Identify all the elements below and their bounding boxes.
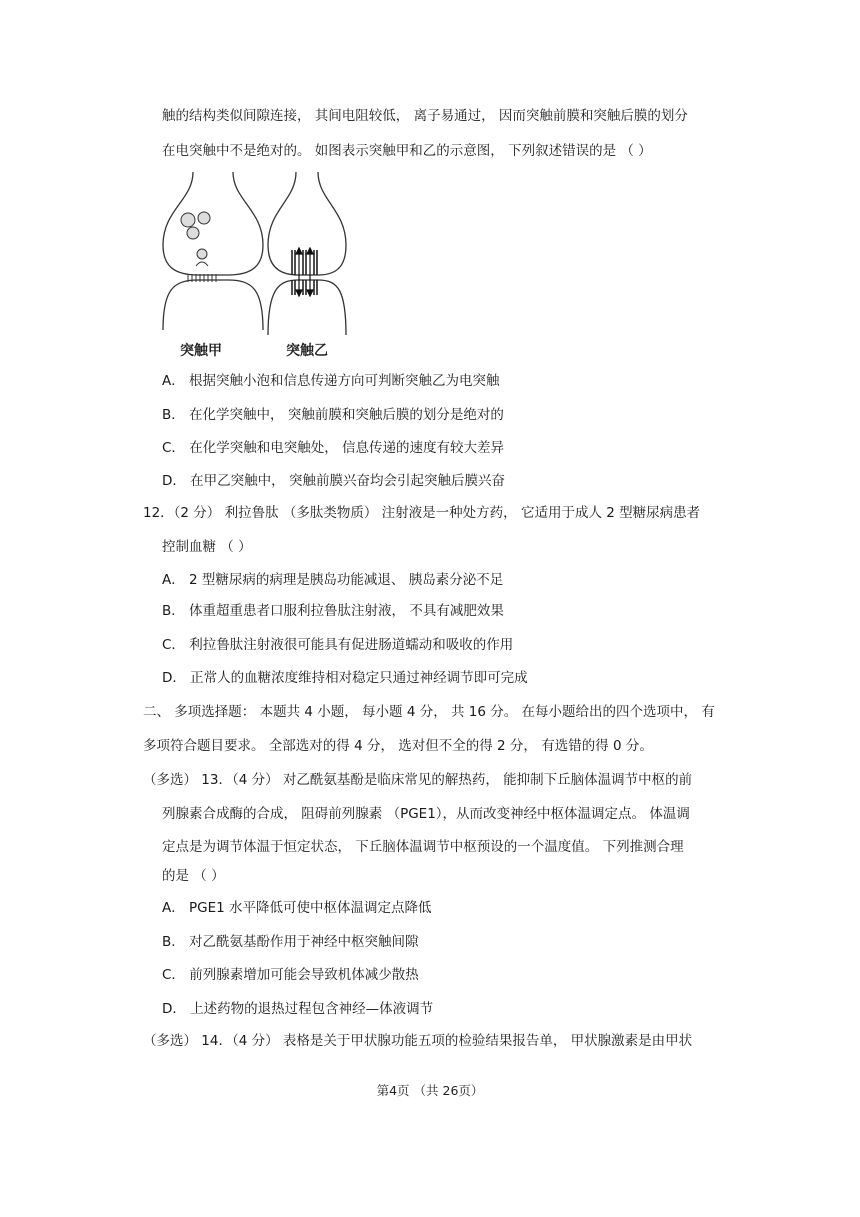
option-a: A． 2 型糖尿病的病理是胰岛功能减退、 胰岛素分泌不足 (162, 572, 504, 588)
option-b: B． 体重超重患者口服利拉鲁肽注射液， 不具有减肥效果 (162, 603, 504, 619)
question-14-stem: （多选） 14．（4 分） 表格是关于甲状腺功能五项的检验结果报告单， 甲状腺激素是由甲状 (143, 1033, 693, 1049)
question-13-stem-cont: 的是 （ ） (162, 868, 225, 884)
figure-label-yi: 突触乙 (286, 343, 328, 359)
figure-label-jia: 突触甲 (180, 343, 222, 359)
option-a: A． 根据突触小泡和信息传递方向可判断突触乙为电突触 (162, 373, 500, 389)
section-heading: 二、 多项选择题： 本题共 4 小题， 每小题 4 分， 共 16 分。 在每小题给出的四个选项中， 有 (143, 704, 715, 720)
presynaptic-membrane-right (268, 172, 346, 275)
option-b: B． 对乙酰氨基酚作用于神经中枢突触间隙 (162, 934, 419, 950)
option-c: C． 利拉鲁肽注射液很可能具有促进肠道蠕动和吸收的作用 (162, 637, 514, 653)
question-13-stem: （多选） 13．（4 分） 对乙酰氨基酚是临床常见的解热药， 能抑制下丘脑体温调节中枢的前 (143, 772, 693, 788)
presynaptic-membrane-left (163, 172, 263, 275)
option-d: D． 上述药物的退热过程包含神经—体液调节 (162, 1001, 434, 1017)
option-d: D． 正常人的血糖浓度维持相对稳定只通过神经调节即可完成 (162, 670, 528, 686)
synapse-figure (158, 170, 348, 365)
gap-junction-channels (292, 250, 317, 295)
text-line: 触的结构类似间隙连接， 其间电阻较低， 离子易通过， 因而突触前膜和突触后膜的划分 (162, 108, 688, 124)
synapse-diagram (158, 170, 348, 365)
question-12-stem-cont: 控制血糖 （ ） (162, 539, 252, 555)
text-line: 在电突触中不是绝对的。 如图表示突触甲和乙的示意图， 下列叙述错误的是 （ ） (162, 143, 652, 159)
receptor-marks (188, 262, 216, 282)
option-b: B． 在化学突触中， 突触前膜和突触后膜的划分是绝对的 (162, 407, 504, 423)
option-a: A． PGE1 水平降低可使中枢体温调定点降低 (162, 900, 432, 916)
page-number: 第4页 （共 26页） (376, 1083, 484, 1098)
section-instructions: 多项符合题目要求。 全部选对的得 4 分， 选对但不全的得 2 分， 有选错的得 0 分。 (143, 738, 653, 754)
bidirectional-arrows (296, 248, 313, 296)
question-13-stem-cont: 列腺素合成酶的合成， 阻碍前列腺素 （PGE1），从而改变神经中枢体温调定点。 体温调 (162, 806, 690, 822)
question-12-stem: 12．（2 分） 利拉鲁肽 （多肽类物质） 注射液是一种处方药， 它适用于成人 2 型糖尿病患者 (143, 505, 701, 521)
postsynaptic-membrane-right (268, 280, 346, 335)
synaptic-vesicles (181, 212, 210, 259)
question-13-stem-cont: 定点是为调节体温于恒定状态， 下丘脑体温调节中枢预设的一个温度值。 下列推测合理 (162, 839, 684, 855)
postsynaptic-membrane-left (163, 280, 263, 330)
option-c: C． 在化学突触和电突触处， 信息传递的速度有较大差异 (162, 440, 505, 456)
option-c: C． 前列腺素增加可能会导致机体减少散热 (162, 967, 419, 983)
option-d: D． 在甲乙突触中， 突触前膜兴奋均会引起突触后膜兴奋 (162, 473, 505, 489)
